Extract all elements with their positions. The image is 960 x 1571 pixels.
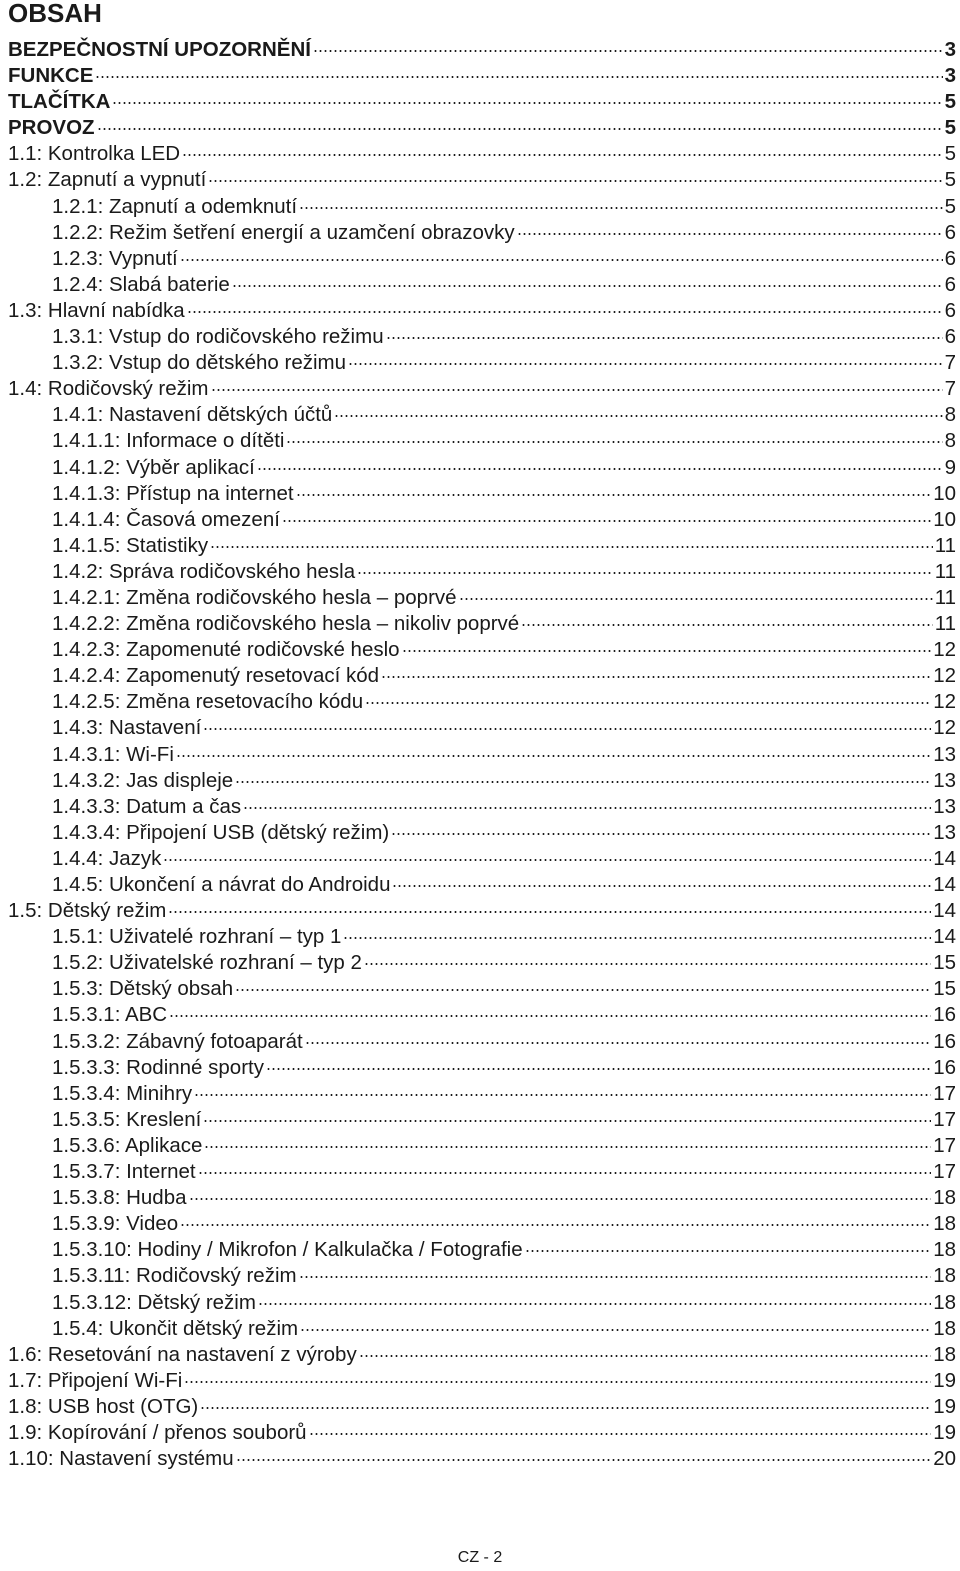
toc-entry-page-number: 11: [934, 585, 956, 609]
toc-dot-leader: [235, 781, 931, 783]
toc-entry-label: 1.4.3.4: Připojení USB (dětský režim): [52, 820, 390, 844]
toc-entry-page-number: 3: [944, 64, 956, 88]
toc-entry[interactable]: [8, 533, 956, 559]
toc-entry-label: 1.4.2.1: Změna rodičovského hesla – poprvé: [52, 585, 457, 609]
toc-entry-label: 1.2.1: Zapnutí a odemknutí: [52, 194, 298, 218]
toc-dot-leader: [364, 963, 931, 965]
toc-entry-label: 1.5.3.1: ABC: [52, 1003, 168, 1027]
toc-entry-label: 1.4.1.1: Informace o dítěti: [52, 429, 285, 453]
toc-entry-page-number: 10: [933, 507, 956, 531]
toc-entry-page-number: 5: [944, 90, 956, 114]
toc-entry-page-number: 14: [933, 846, 956, 870]
toc-entry-page-number: 17: [933, 1107, 956, 1131]
toc-entry[interactable]: [8, 1133, 956, 1159]
toc-entry[interactable]: [8, 402, 956, 428]
toc-entry-label: 1.3.1: Vstup do rodičovského režimu: [52, 325, 384, 349]
toc-entry-label: 1.5.3: Dětský obsah: [52, 977, 234, 1001]
toc-dot-leader: [194, 1094, 931, 1096]
toc-dot-leader: [187, 311, 943, 313]
toc-entry[interactable]: [8, 637, 956, 663]
toc-dot-leader: [381, 676, 931, 678]
toc-dot-leader: [286, 441, 942, 443]
toc-entry-label: 1.10: Nastavení systému: [8, 1447, 234, 1471]
toc-dot-leader: [525, 1250, 932, 1252]
toc-entry[interactable]: [8, 950, 956, 976]
toc-entry-page-number: 17: [933, 1133, 956, 1157]
toc-entry-page-number: 5: [944, 142, 956, 166]
toc-entry-label: 1.5.3.4: Minihry: [52, 1081, 193, 1105]
toc-entry-page-number: 8: [944, 403, 956, 427]
toc-entry-label: FUNKCE: [8, 64, 94, 88]
toc-entry[interactable]: [8, 1446, 956, 1472]
toc-entry-label: 1.5.3.9: Video: [52, 1212, 179, 1236]
page-title: OBSAH: [8, 0, 102, 28]
toc-dot-leader: [169, 1015, 931, 1017]
toc-entry-label: 1.5.3.6: Aplikace: [52, 1133, 203, 1157]
toc-dot-leader: [203, 1120, 931, 1122]
toc-dot-leader: [299, 207, 943, 209]
toc-entry-label: 1.2: Zapnutí a vypnutí: [8, 168, 207, 192]
toc-entry-page-number: 18: [933, 1264, 956, 1288]
toc-entry-label: 1.9: Kopírování / přenos souborů: [8, 1420, 307, 1444]
toc-entry-label: 1.4.3.3: Datum a čas: [52, 794, 242, 818]
toc-entry-label: TLAČÍTKA: [8, 90, 111, 114]
toc-entry-label: 1.5.3.5: Kreslení: [52, 1107, 202, 1131]
toc-entry-label: 1.5.2: Uživatelské rozhraní – typ 2: [52, 951, 362, 975]
toc-dot-leader: [163, 859, 931, 861]
toc-entry-label: 1.4.1.2: Výběr aplikací: [52, 455, 255, 479]
toc-dot-leader: [266, 1068, 931, 1070]
toc-dot-leader: [391, 833, 931, 835]
toc-entry[interactable]: [8, 115, 956, 141]
toc-entry-page-number: 6: [944, 325, 956, 349]
toc-dot-leader: [236, 1459, 932, 1461]
toc-entry[interactable]: [8, 455, 956, 481]
toc-dot-leader: [402, 650, 932, 652]
toc-entry-page-number: 13: [933, 742, 956, 766]
toc-entry-label: 1.4: Rodičovský režim: [8, 377, 209, 401]
toc-entry-label: 1.4.1: Nastavení dětských účtů: [52, 403, 333, 427]
toc-entry-page-number: 18: [933, 1186, 956, 1210]
toc-entry[interactable]: [8, 976, 956, 1002]
toc-dot-leader: [204, 1146, 931, 1148]
toc-dot-leader: [459, 598, 933, 600]
toc-dot-leader: [180, 259, 943, 261]
toc-entry[interactable]: [8, 246, 956, 272]
toc-entry[interactable]: [8, 1107, 956, 1133]
toc-entry-label: 1.4.2: Správa rodičovského hesla: [52, 559, 356, 583]
toc-entry-page-number: 18: [933, 1238, 956, 1262]
toc-entry-page-number: 18: [933, 1212, 956, 1236]
toc-dot-leader: [521, 624, 933, 626]
toc-entry-label: 1.4.1.4: Časová omezení: [52, 507, 280, 531]
toc-dot-leader: [198, 1172, 932, 1174]
toc-entry[interactable]: [8, 1081, 956, 1107]
toc-entry[interactable]: [8, 924, 956, 950]
toc-entry[interactable]: [8, 1368, 956, 1394]
toc-entry-page-number: 12: [933, 638, 956, 662]
toc-dot-leader: [235, 989, 931, 991]
toc-entry-page-number: 16: [933, 1029, 956, 1053]
toc-entry[interactable]: [8, 298, 956, 324]
toc-entry-label: 1.5.4: Ukončit dětský režim: [52, 1316, 299, 1340]
toc-entry-label: 1.4.2.2: Změna rodičovského hesla – nikoliv poprvé: [52, 612, 520, 636]
toc-entry-label: 1.4.1.3: Přístup na internet: [52, 481, 294, 505]
toc-entry-page-number: 18: [933, 1342, 956, 1366]
toc-entry[interactable]: [8, 1029, 956, 1055]
toc-dot-leader: [184, 1381, 931, 1383]
toc-entry-page-number: 14: [933, 899, 956, 923]
toc-entry[interactable]: [8, 1055, 956, 1081]
toc-dot-leader: [168, 911, 931, 913]
toc-entry-page-number: 3: [944, 38, 956, 61]
toc-dot-leader: [112, 102, 942, 104]
toc-dot-leader: [180, 1224, 931, 1226]
toc-dot-leader: [343, 937, 931, 939]
toc-dot-leader: [232, 285, 943, 287]
toc-dot-leader: [300, 1329, 931, 1331]
toc-entry-page-number: 12: [933, 690, 956, 714]
toc-dot-leader: [211, 389, 943, 391]
toc-entry[interactable]: [8, 350, 956, 376]
toc-dot-leader: [296, 494, 932, 496]
toc-entry-page-number: 11: [934, 559, 956, 583]
toc-dot-leader: [517, 233, 943, 235]
toc-entry[interactable]: [8, 1002, 956, 1028]
toc-dot-leader: [313, 50, 943, 52]
toc-entry-label: 1.2.2: Režim šetření energií a uzamčení obrazovky: [52, 220, 515, 244]
toc-entry-page-number: 15: [933, 977, 956, 1001]
toc-entry[interactable]: [8, 141, 956, 167]
toc-entry-label: 1.4.3.1: Wi-Fi: [52, 742, 174, 766]
toc-dot-leader: [305, 1042, 931, 1044]
toc-entry-page-number: 9: [944, 455, 956, 479]
toc-dot-leader: [386, 337, 943, 339]
toc-entry-page-number: 11: [934, 533, 956, 557]
toc-dot-leader: [365, 702, 931, 704]
toc-entry-page-number: 5: [944, 168, 956, 192]
toc-entry-page-number: 6: [944, 272, 956, 296]
toc-dot-leader: [392, 885, 931, 887]
toc-entry[interactable]: [8, 1159, 956, 1185]
toc-entry[interactable]: [8, 428, 956, 454]
toc-entry-label: 1.5.3.8: Hudba: [52, 1186, 187, 1210]
toc-entry[interactable]: [8, 794, 956, 820]
toc-entry[interactable]: [8, 63, 956, 89]
toc-dot-leader: [210, 546, 933, 548]
toc-dot-leader: [182, 154, 943, 156]
toc-entry[interactable]: [8, 898, 956, 924]
toc-entry[interactable]: [8, 167, 956, 193]
toc-entry-page-number: 8: [944, 429, 956, 453]
toc-entry-label: 1.4.3.2: Jas displeje: [52, 768, 234, 792]
toc-entry-label: 1.5.1: Uživatelé rozhraní – typ 1: [52, 925, 342, 949]
toc-entry[interactable]: [8, 1237, 956, 1263]
table-of-contents: [8, 37, 956, 1472]
toc-entry[interactable]: [8, 89, 956, 115]
toc-entry[interactable]: [8, 220, 956, 246]
toc-entry[interactable]: [8, 507, 956, 533]
toc-entry-page-number: 6: [944, 298, 956, 322]
toc-entry-label: 1.4.1.5: Statistiky: [52, 533, 209, 557]
toc-entry-label: 1.4.5: Ukončení a návrat do Androidu: [52, 873, 391, 896]
toc-dot-leader: [176, 755, 931, 757]
toc-dot-leader: [97, 128, 943, 130]
toc-entry[interactable]: [8, 820, 956, 846]
toc-entry-label: 1.3.2: Vstup do dětského režimu: [52, 351, 347, 375]
toc-entry[interactable]: [8, 1185, 956, 1211]
toc-entry-page-number: 18: [933, 1316, 956, 1340]
toc-entry-page-number: 14: [933, 873, 956, 896]
toc-dot-leader: [348, 363, 943, 365]
toc-entry-page-number: 6: [944, 246, 956, 270]
toc-entry-page-number: 17: [933, 1081, 956, 1105]
toc-entry-page-number: 7: [944, 351, 956, 375]
toc-entry[interactable]: [8, 585, 956, 611]
toc-dot-leader: [359, 1355, 931, 1357]
toc-entry[interactable]: [8, 768, 956, 794]
toc-dot-leader: [299, 1276, 932, 1278]
toc-entry-page-number: 15: [933, 951, 956, 975]
toc-entry-label: 1.1: Kontrolka LED: [8, 142, 181, 166]
toc-entry-label: 1.5.3.7: Internet: [52, 1160, 196, 1184]
toc-entry[interactable]: [8, 846, 956, 872]
toc-dot-leader: [203, 728, 931, 730]
toc-entry-label: 1.5: Dětský režim: [8, 899, 167, 923]
toc-entry[interactable]: [8, 376, 956, 402]
toc-entry-label: 1.5.3.10: Hodiny / Mikrofon / Kalkulačka / Fotografie: [52, 1238, 523, 1262]
toc-entry-page-number: 6: [944, 220, 956, 244]
toc-dot-leader: [258, 1303, 931, 1305]
toc-entry-label: BEZPEČNOSTNÍ UPOZORNĚNÍ: [8, 38, 311, 61]
toc-entry[interactable]: [8, 481, 956, 507]
toc-entry[interactable]: [8, 559, 956, 585]
toc-entry-label: 1.4.2.5: Změna resetovacího kódu: [52, 690, 364, 714]
toc-entry-page-number: 13: [933, 794, 956, 818]
toc-entry[interactable]: [8, 194, 956, 220]
toc-entry-page-number: 17: [933, 1160, 956, 1184]
toc-entry[interactable]: [8, 872, 956, 898]
toc-entry[interactable]: [8, 715, 956, 741]
toc-dot-leader: [208, 180, 942, 182]
toc-entry-label: 1.5.3.2: Zábavný fotoaparát: [52, 1029, 303, 1053]
toc-entry-page-number: 19: [933, 1394, 956, 1418]
toc-entry-label: 1.4.3: Nastavení: [52, 716, 202, 740]
page-footer: CZ - 2: [457, 1549, 503, 1566]
toc-entry-label: 1.3: Hlavní nabídka: [8, 298, 185, 322]
toc-entry-label: 1.2.4: Slabá baterie: [52, 272, 230, 296]
toc-entry-label: 1.5.3.12: Dětský režim: [52, 1290, 256, 1314]
toc-entry-page-number: 19: [933, 1368, 956, 1392]
toc-entry-page-number: 20: [933, 1447, 956, 1471]
toc-dot-leader: [189, 1198, 932, 1200]
toc-entry-label: 1.4.2.4: Zapomenutý resetovací kód: [52, 664, 380, 688]
toc-dot-leader: [309, 1433, 932, 1435]
toc-entry-page-number: 19: [933, 1420, 956, 1444]
toc-dot-leader: [200, 1407, 931, 1409]
toc-entry[interactable]: [8, 1394, 956, 1420]
toc-entry-label: 1.5.3.3: Rodinné sporty: [52, 1055, 264, 1079]
toc-entry-page-number: 11: [934, 612, 956, 636]
toc-entry[interactable]: [8, 1316, 956, 1342]
toc-entry-page-number: 12: [933, 664, 956, 688]
toc-entry-label: 1.7: Připojení Wi-Fi: [8, 1368, 183, 1392]
toc-entry[interactable]: [8, 742, 956, 768]
toc-entry-page-number: 5: [944, 116, 956, 140]
toc-entry-label: 1.2.3: Vypnutí: [52, 246, 178, 270]
toc-entry[interactable]: [8, 663, 956, 689]
toc-entry[interactable]: [8, 37, 956, 63]
toc-entry[interactable]: [8, 611, 956, 637]
toc-entry[interactable]: [8, 1263, 956, 1289]
toc-dot-leader: [243, 807, 931, 809]
toc-entry[interactable]: [8, 272, 956, 298]
toc-dot-leader: [257, 468, 943, 470]
toc-entry[interactable]: [8, 324, 956, 350]
toc-entry[interactable]: [8, 1420, 956, 1446]
toc-entry-page-number: 10: [933, 481, 956, 505]
toc-entry[interactable]: [8, 1211, 956, 1237]
toc-entry-page-number: 14: [933, 925, 956, 949]
toc-entry-label: 1.4.2.3: Zapomenuté rodičovské heslo: [52, 638, 400, 662]
toc-entry-label: 1.5.3.11: Rodičovský režim: [52, 1264, 297, 1288]
toc-dot-leader: [334, 415, 942, 417]
toc-dot-leader: [282, 520, 931, 522]
toc-entry[interactable]: [8, 1342, 956, 1368]
toc-entry[interactable]: [8, 689, 956, 715]
toc-entry-page-number: 13: [933, 768, 956, 792]
toc-entry-label: PROVOZ: [8, 116, 95, 140]
toc-entry-label: 1.8: USB host (OTG): [8, 1394, 199, 1418]
toc-entry-page-number: 13: [933, 820, 956, 844]
toc-entry-page-number: 16: [933, 1003, 956, 1027]
toc-dot-leader: [95, 76, 942, 78]
toc-entry-page-number: 5: [944, 194, 956, 218]
toc-entry-page-number: 12: [933, 716, 956, 740]
toc-entry-label: 1.4.4: Jazyk: [52, 846, 162, 870]
toc-entry-page-number: 16: [933, 1055, 956, 1079]
toc-entry-label: 1.6: Resetování na nastavení z výroby: [8, 1342, 357, 1366]
toc-entry-page-number: 7: [944, 377, 956, 401]
toc-entry[interactable]: [8, 1290, 956, 1316]
toc-dot-leader: [357, 572, 933, 574]
toc-entry-page-number: 18: [933, 1290, 956, 1314]
